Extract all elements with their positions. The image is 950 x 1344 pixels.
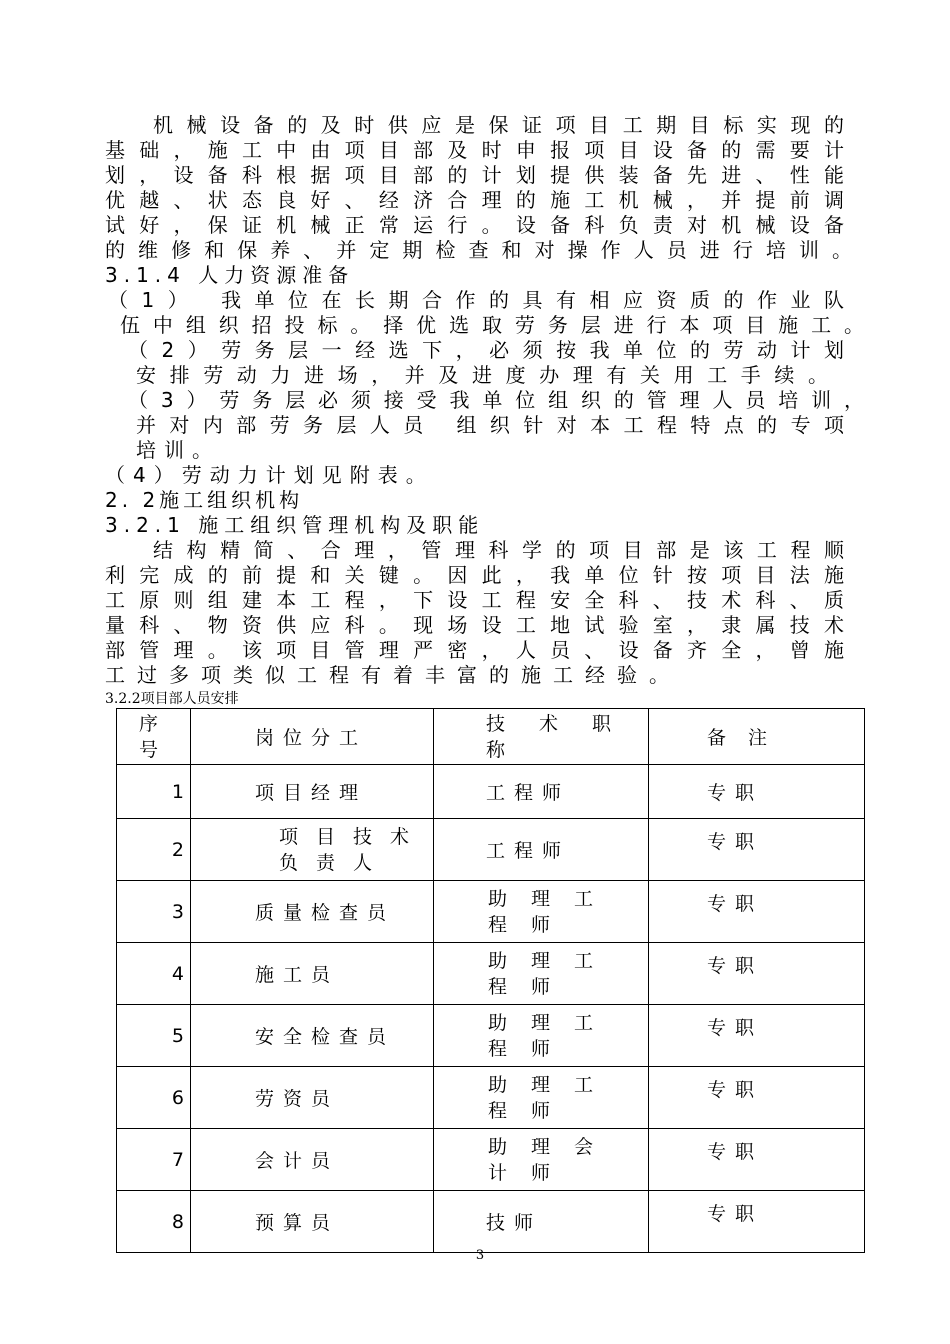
body-line: 工原则组建本工程，下设工程安全科、技术科、质: [105, 588, 845, 612]
cell-title: 助理工程师: [434, 881, 649, 943]
body-line: 量科、物资供应科。现场设工地试验室，隶属技术: [105, 613, 845, 637]
table-caption: 3.2.2项目部人员安排: [105, 691, 239, 707]
header-title: 技术职称: [434, 709, 649, 765]
page-number: 3: [475, 1248, 485, 1263]
cell-note: 专职: [649, 1005, 865, 1067]
cell-note: 专职: [649, 943, 865, 1005]
body-line: 结构精简、合理，管理科学的项目部是该工程顺: [153, 538, 845, 562]
cell-title: 助理工程师: [434, 1005, 649, 1067]
body-line: 工过多项类似工程有着丰富的施工经验。: [105, 663, 681, 687]
cell-title: 工程师: [434, 765, 649, 819]
staff-table: [116, 708, 865, 1253]
cell-no: 4: [117, 943, 191, 1005]
cell-post: 劳资员: [191, 1067, 434, 1129]
body-line: 机械设备的及时供应是保证项目工期目标实现的: [153, 113, 845, 137]
cell-title: 助理工程师: [434, 1067, 649, 1129]
cell-post: 项目技术负责人: [191, 819, 434, 881]
cell-no: 3: [117, 881, 191, 943]
body-line: （1） 我单位在长期合作的具有相应资质的作业队: [108, 288, 845, 312]
body-line: 的维修和保养、并定期检查和对操作人员进行培训。: [105, 238, 853, 262]
cell-title: 工程师: [434, 819, 649, 881]
table-row: [117, 881, 865, 943]
cell-note: 专职: [649, 881, 865, 943]
body-line: 利完成的前提和关键。因此，我单位针按项目法施: [105, 563, 845, 587]
cell-no: 8: [117, 1191, 191, 1253]
table-row: [117, 819, 865, 881]
body-line: 部管理。该项目管理严密，人员、设备齐全，曾施: [105, 638, 845, 662]
body-line: 安排劳动力进场，并及进度办理有关用工手续。: [136, 363, 829, 387]
body-line: 划，设备科根据项目部的计划提供装备先进、性能: [105, 163, 845, 187]
cell-post: 安全检查员: [191, 1005, 434, 1067]
body-line: 试好，保证机械正常运行。设备科负责对机械设备: [105, 213, 845, 237]
table-row: [117, 1005, 865, 1067]
body-line: （2）劳务层一经选下，必须按我单位的劳动计划: [128, 338, 845, 362]
cell-title: 技师: [434, 1191, 649, 1253]
cell-post: 会计员: [191, 1129, 434, 1191]
table-row: [117, 765, 865, 819]
cell-title: 助理工程师: [434, 943, 649, 1005]
body-line: （3）劳务层必须接受我单位组织的管理人员培训，: [128, 388, 865, 412]
cell-note: 专职: [649, 1129, 865, 1191]
body-line: 基础，施工中由项目部及时申报项目设备的需要计: [105, 138, 845, 162]
table-row: [117, 1129, 865, 1191]
cell-post: 预算员: [191, 1191, 434, 1253]
cell-post: 施工员: [191, 943, 434, 1005]
body-line: （4）劳动力计划见附表。: [105, 463, 434, 487]
table-header-row: [117, 709, 865, 765]
section-heading: 2. 2施工组织机构: [105, 488, 304, 512]
body-line: 优越、状态良好、经济合理的施工机械，并提前调: [105, 188, 845, 212]
body-line: 并对内部劳务层人员 组织针对本工程特点的专项: [136, 413, 845, 437]
cell-note: 专职: [649, 1067, 865, 1129]
header-post: 岗位分工: [191, 709, 434, 765]
cell-post: 质量检查员: [191, 881, 434, 943]
cell-note: 专职: [649, 765, 865, 819]
section-heading: 3.1.4 人力资源准备: [105, 263, 355, 287]
cell-no: 2: [117, 819, 191, 881]
cell-no: 5: [117, 1005, 191, 1067]
section-heading: 3.2.1 施工组织管理机构及职能: [105, 513, 485, 537]
header-note: 备注: [649, 709, 865, 765]
table-row: [117, 943, 865, 1005]
cell-no: 7: [117, 1129, 191, 1191]
cell-no: 1: [117, 765, 191, 819]
body-line: 培训。: [136, 438, 220, 462]
cell-note: 专职: [649, 819, 865, 881]
cell-post: 项目经理: [191, 765, 434, 819]
table-row: [117, 1191, 865, 1253]
table-row: [117, 1067, 865, 1129]
body-line: 伍中组织招投标。择优选取劳务层进行本项目施工。: [120, 313, 865, 337]
cell-title: 助理会计师: [434, 1129, 649, 1191]
cell-no: 6: [117, 1067, 191, 1129]
cell-note: 专职: [649, 1191, 865, 1253]
header-no: 序号: [117, 709, 191, 765]
